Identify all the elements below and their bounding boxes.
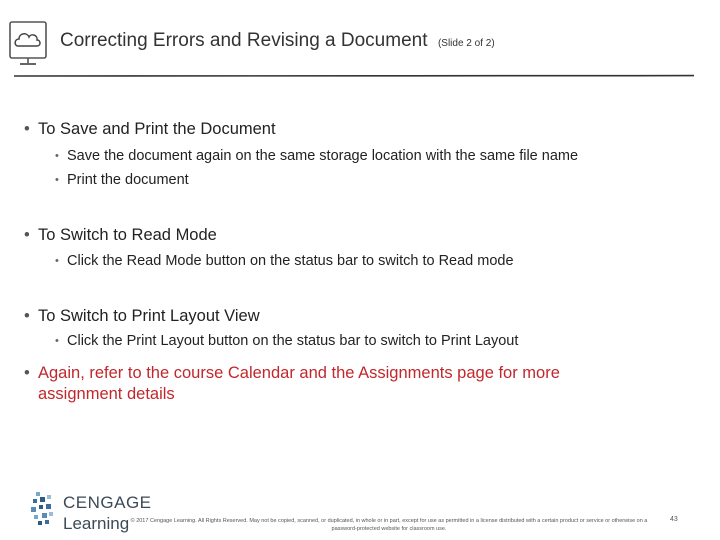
page-number: 43 <box>670 516 678 523</box>
cloud-monitor-icon <box>8 20 48 68</box>
sub-bullet-text: Print the document <box>67 172 189 188</box>
sub-bullet-print: • Print the document <box>55 172 189 188</box>
sub-bullet-print-layout: • Click the Print Layout button on the status bar to switch to Print Layout <box>55 333 519 349</box>
bullet-read-mode: • To Switch to Read Mode <box>24 226 217 244</box>
sub-bullet-text: Click the Print Layout button on the status bar to switch to Print Layout <box>67 333 519 349</box>
bullet-print-layout: • To Switch to Print Layout View <box>24 307 260 325</box>
bullet-text: To Switch to Print Layout View <box>38 307 260 325</box>
bullet-assignment-note: • Again, refer to the course Calendar and the Assignments page for more assignment details <box>24 363 624 405</box>
sub-bullet-save-again: • Save the document again on the same storage location with the same file name <box>55 148 579 164</box>
bullet-text: Again, refer to the course Calendar and the Assignments page for more assignment details <box>38 364 560 403</box>
copyright-notice: © 2017 Cengage Learning. All Rights Reserved. May not be copied, scanned, or duplicated, in whole or in part, except for use as permitted in a license distributed with a certain product or service or otherwise on a password-protected website for classroom use. <box>130 518 648 532</box>
brand-name: CENGAGE <box>63 493 152 512</box>
brand-subname: Learning <box>63 514 130 533</box>
bullet-text: To Switch to Read Mode <box>38 226 217 244</box>
slide-counter: (Slide 2 of 2) <box>437 38 495 49</box>
sub-bullet-text: Click the Read Mode button on the status bar to switch to Read mode <box>67 253 514 269</box>
sub-bullet-read-mode: • Click the Read Mode button on the status bar to switch to Read mode <box>55 253 514 269</box>
page-title <box>60 30 495 52</box>
title-text: Correcting Errors and Revising a Document <box>60 30 428 51</box>
bullet-text: To Save and Print the Document <box>38 120 276 138</box>
title-underline <box>14 73 694 79</box>
sub-bullet-text: Save the document again on the same storage location with the same file name <box>67 148 579 164</box>
bullet-save-print: • To Save and Print the Document <box>24 120 276 138</box>
